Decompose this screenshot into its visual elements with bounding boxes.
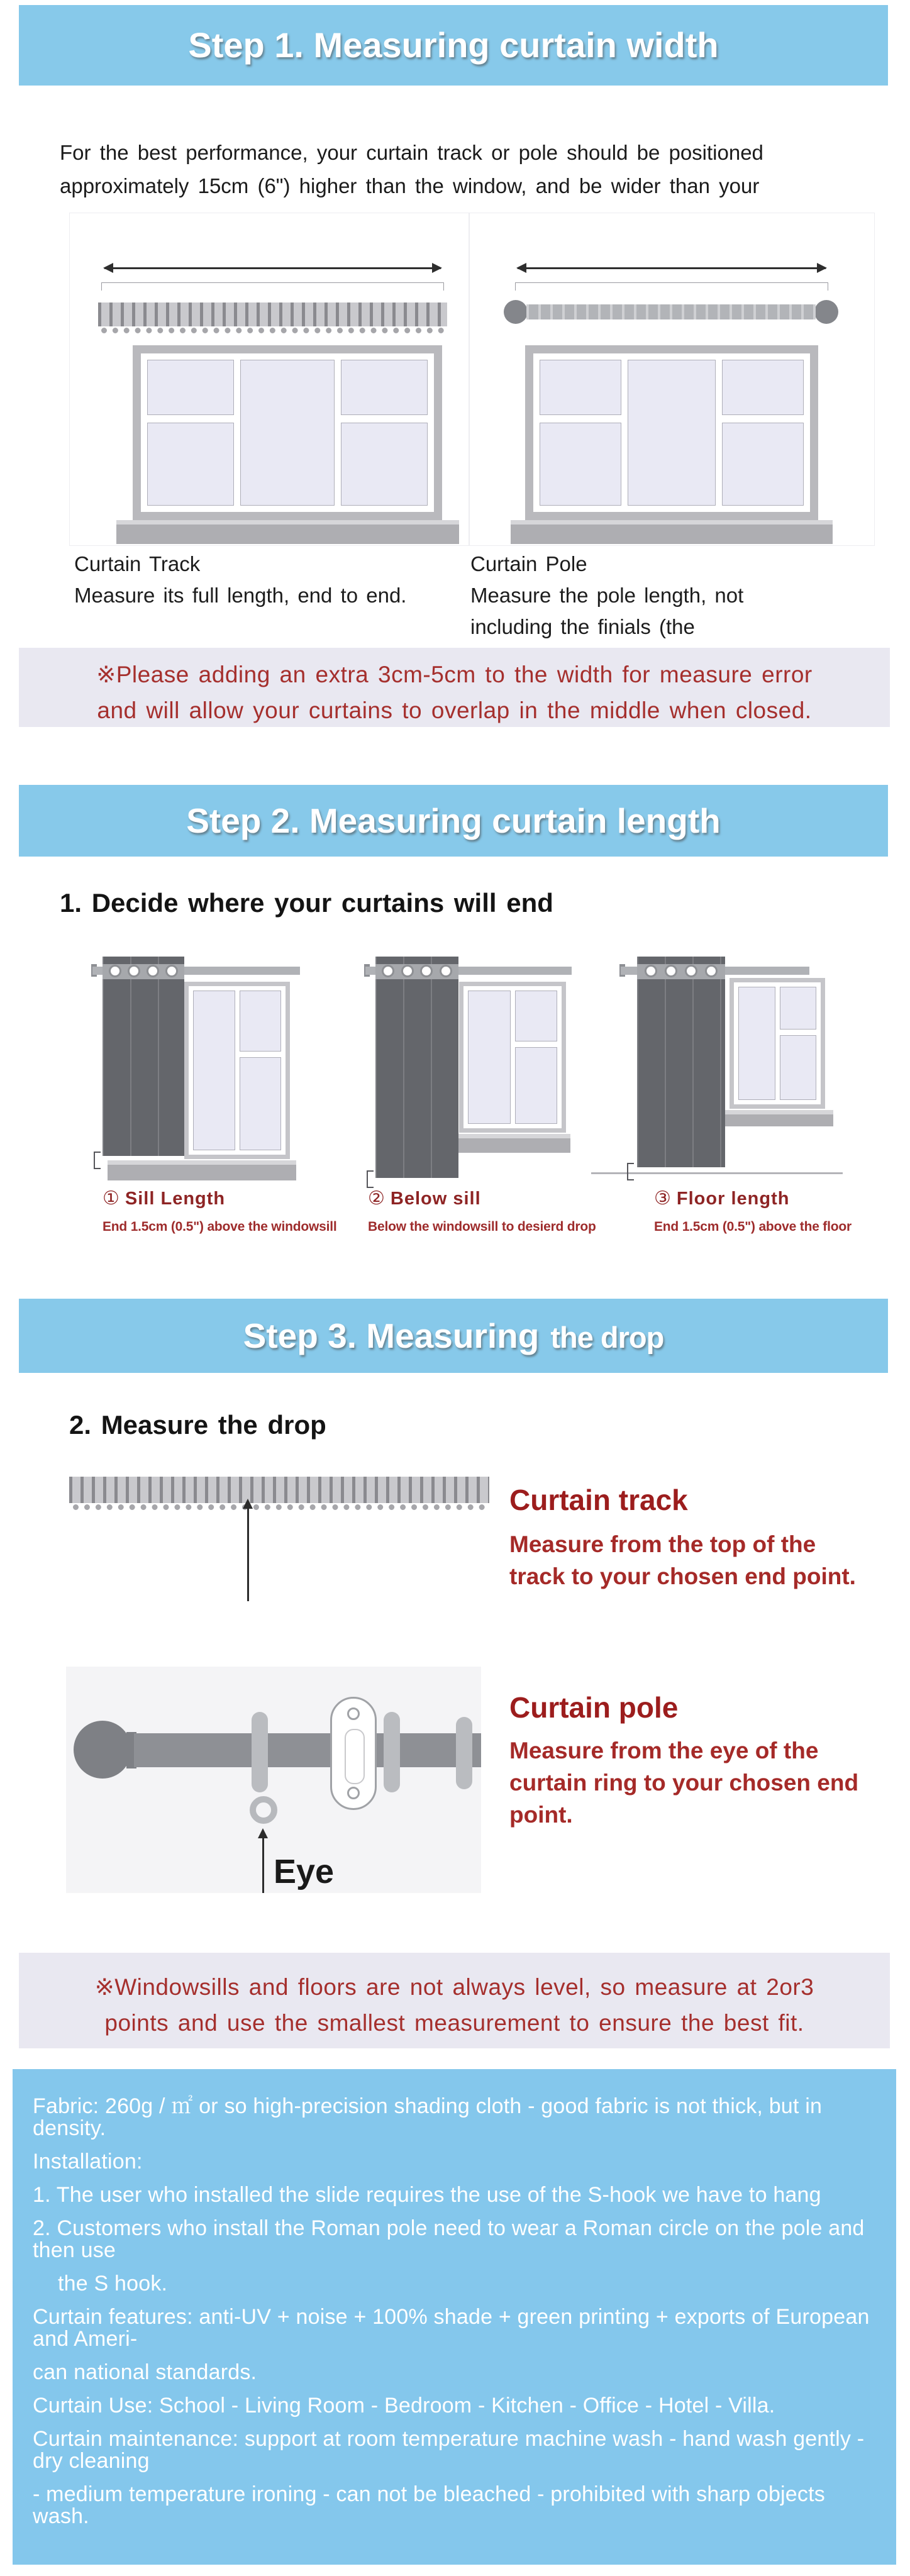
window-pane xyxy=(341,423,428,506)
pole-closeup-diagram xyxy=(66,1667,481,1893)
step3-title-sub: the drop xyxy=(550,1321,664,1354)
width-arrow-icon xyxy=(518,267,826,269)
windowsill xyxy=(116,520,459,544)
option-desc: End 1.5cm (0.5") above the floor xyxy=(654,1219,852,1234)
curtain-panel xyxy=(103,957,184,1156)
info-line: the S hook. xyxy=(58,2272,168,2296)
grommet-icon xyxy=(165,965,178,977)
option-number: ③ xyxy=(654,1188,672,1209)
option-sill-length xyxy=(103,1187,336,1235)
measure-mark xyxy=(367,1170,374,1188)
step1-title: Step 1. Measuring curtain width xyxy=(188,25,719,65)
curtain-ring xyxy=(456,1717,472,1789)
below-sill-diagram xyxy=(362,953,575,1183)
product-info-panel xyxy=(13,2069,896,2565)
option-number: ① xyxy=(103,1188,120,1209)
option-below-sill xyxy=(368,1187,596,1235)
curtain-panel xyxy=(375,957,458,1178)
grommet-icon xyxy=(382,965,394,977)
grommet-row xyxy=(375,965,458,977)
measure-mark xyxy=(627,1163,634,1180)
window xyxy=(133,345,442,520)
track-band xyxy=(69,1477,489,1503)
window xyxy=(730,978,825,1109)
intro-line2: approximately 15cm (6") higher than the window, and be wider than your xyxy=(60,174,760,197)
step1-header xyxy=(19,5,888,86)
arrow-head-right xyxy=(432,263,442,273)
arrow-head-left xyxy=(103,263,113,273)
up-arrow-icon xyxy=(262,1838,264,1893)
width-note-line1: ※Please adding an extra 3cm-5cm to the width for measure error xyxy=(96,662,813,687)
pole-caption-title: Curtain Pole xyxy=(470,552,587,575)
pole-finial-right xyxy=(814,300,838,324)
pole-heading: Curtain pole xyxy=(509,1691,679,1724)
window xyxy=(459,982,566,1133)
grommet-row xyxy=(103,965,184,977)
track-eyelets xyxy=(101,328,444,333)
option-title: Floor length xyxy=(676,1189,790,1209)
info-line: Curtain Use: School - Living Room - Bedroom - Kitchen - Office - Hotel - Villa. xyxy=(33,2394,775,2418)
option-floor-length xyxy=(654,1187,852,1235)
track-band xyxy=(98,303,447,326)
grommet-icon xyxy=(147,965,159,977)
track-heading: Curtain track xyxy=(509,1484,688,1516)
track-caption-text: Measure its full length, end to end. xyxy=(74,584,407,607)
step3-subtitle: 2. Measure the drop xyxy=(69,1410,326,1440)
option-title: Sill Length xyxy=(125,1189,226,1209)
track-caption xyxy=(74,548,406,611)
grommet-icon xyxy=(665,965,677,977)
intro-line1: For the best performance, your curtain track or pole should be positioned xyxy=(60,141,763,164)
grommet-row xyxy=(637,965,725,977)
window-pane xyxy=(540,360,621,415)
curtain-pole xyxy=(526,304,816,319)
track-text-line2: track to your chosen end point. xyxy=(509,1563,856,1589)
level-note-line2: points and use the smallest measurement to ensure the best fit. xyxy=(104,2010,804,2036)
info-line: Fabric: 260g / ㎡ or so high-precision shading cloth - good fabric is not thick, but in density. xyxy=(33,2094,823,2140)
ring-eye-icon xyxy=(250,1796,277,1824)
step3-header xyxy=(19,1299,888,1373)
pole-finial xyxy=(74,1721,131,1779)
window-pane xyxy=(722,423,804,506)
window-pane xyxy=(780,987,817,1030)
window-inner xyxy=(533,353,810,512)
grommet-icon xyxy=(645,965,657,977)
grommet-icon xyxy=(401,965,414,977)
option-number: ② xyxy=(368,1188,386,1209)
pole-text-line2: curtain ring to your chosen end xyxy=(509,1770,859,1796)
measure-mark xyxy=(94,1152,101,1169)
pole-text-line3: point. xyxy=(509,1802,573,1828)
sill-length-diagram xyxy=(91,953,302,1183)
curtain-ring xyxy=(384,1712,400,1792)
info-line: can national standards. xyxy=(33,2360,257,2384)
screw-hole-icon xyxy=(347,1787,360,1799)
track-text xyxy=(509,1528,856,1592)
width-arrow-icon xyxy=(104,267,441,269)
measure-bracket xyxy=(101,282,444,291)
window-pane xyxy=(341,360,428,415)
arrow-head-up xyxy=(258,1828,268,1838)
pole-finial-left xyxy=(504,300,528,324)
pole-caption xyxy=(470,548,743,643)
window-pane xyxy=(780,1035,817,1100)
arrow-head-left xyxy=(516,263,526,273)
windowsill xyxy=(108,1160,296,1180)
track-text-line1: Measure from the top of the xyxy=(509,1531,816,1557)
window-inner xyxy=(141,353,434,512)
eye-label: Eye xyxy=(274,1853,335,1890)
level-note xyxy=(19,1953,890,2048)
window-pane xyxy=(540,423,621,506)
window xyxy=(184,982,290,1159)
track-eyelets xyxy=(73,1504,485,1510)
up-arrow-icon xyxy=(247,1508,249,1601)
window-pane xyxy=(240,991,282,1052)
grommet-icon xyxy=(440,965,452,977)
window-pane xyxy=(240,360,334,506)
wall-bracket xyxy=(330,1697,377,1810)
step3-title-main: Step 3. Measuring xyxy=(243,1316,540,1355)
arrow-head-up xyxy=(243,1499,253,1509)
curtain-track-diagram xyxy=(69,213,469,546)
pole-caption-line2: including the finials (the xyxy=(470,615,695,638)
info-line: Curtain maintenance: support at room temperature machine wash - hand wash gently - dry cleaning xyxy=(33,2427,865,2473)
window xyxy=(525,345,818,520)
window-pane xyxy=(240,1057,282,1150)
track-caption-title: Curtain Track xyxy=(74,552,201,575)
curtain-panel xyxy=(637,957,725,1167)
floor-length-diagram xyxy=(613,953,843,1183)
window-pane xyxy=(738,987,775,1100)
window-pane xyxy=(628,360,716,506)
window-pane xyxy=(147,423,234,506)
pole-text xyxy=(509,1735,858,1831)
measure-bracket xyxy=(515,282,828,291)
window-pane xyxy=(147,360,234,415)
window-pane xyxy=(722,360,804,415)
window-pane xyxy=(515,1047,558,1124)
info-line: Installation: xyxy=(33,2150,143,2174)
pole-text-line1: Measure from the eye of the xyxy=(509,1738,819,1763)
step1-intro xyxy=(60,136,890,203)
windowsill xyxy=(511,520,833,544)
step2-title: Step 2. Measuring curtain length xyxy=(186,801,721,840)
width-note xyxy=(19,648,890,727)
info-line: Curtain features: anti-UV + noise + 100% shade + green printing + exports of European and Ameri- xyxy=(33,2305,870,2351)
arrow-head-right xyxy=(817,263,827,273)
step2-header xyxy=(19,785,888,857)
window-pane xyxy=(193,991,235,1150)
option-desc: End 1.5cm (0.5") above the windowsill xyxy=(103,1219,337,1234)
window-pane xyxy=(468,991,511,1124)
screw-hole-icon xyxy=(347,1707,360,1720)
grommet-icon xyxy=(128,965,140,977)
curtain-pole-diagram xyxy=(469,213,875,546)
grommet-icon xyxy=(685,965,697,977)
grommet-icon xyxy=(109,965,121,977)
grommet-icon xyxy=(705,965,718,977)
info-line: 2. Customers who install the Roman pole need to wear a Roman circle on the pole and then use xyxy=(33,2216,865,2262)
width-note-line2: and will allow your curtains to overlap in the middle when closed. xyxy=(97,697,812,723)
info-line: 1. The user who installed the slide requires the use of the S-hook we have to hang xyxy=(33,2183,821,2207)
option-desc: Below the windowsill to desierd drop xyxy=(368,1219,596,1234)
bracket-slot xyxy=(345,1729,365,1784)
pole-caption-line1: Measure the pole length, not xyxy=(470,584,744,607)
level-note-line1: ※Windowsills and floors are not always level, so measure at 2or3 xyxy=(94,1974,814,2000)
option-title: Below sill xyxy=(390,1189,481,1209)
windowsill xyxy=(721,1110,833,1126)
curtain-ring xyxy=(252,1712,268,1792)
window-pane xyxy=(515,991,558,1041)
step2-subtitle: 1. Decide where your curtains will end xyxy=(60,888,553,918)
grommet-icon xyxy=(420,965,433,977)
curtain-pole xyxy=(134,1733,481,1767)
info-line: - medium temperature ironing - can not be bleached - prohibited with sharp objects wash. xyxy=(33,2482,825,2528)
